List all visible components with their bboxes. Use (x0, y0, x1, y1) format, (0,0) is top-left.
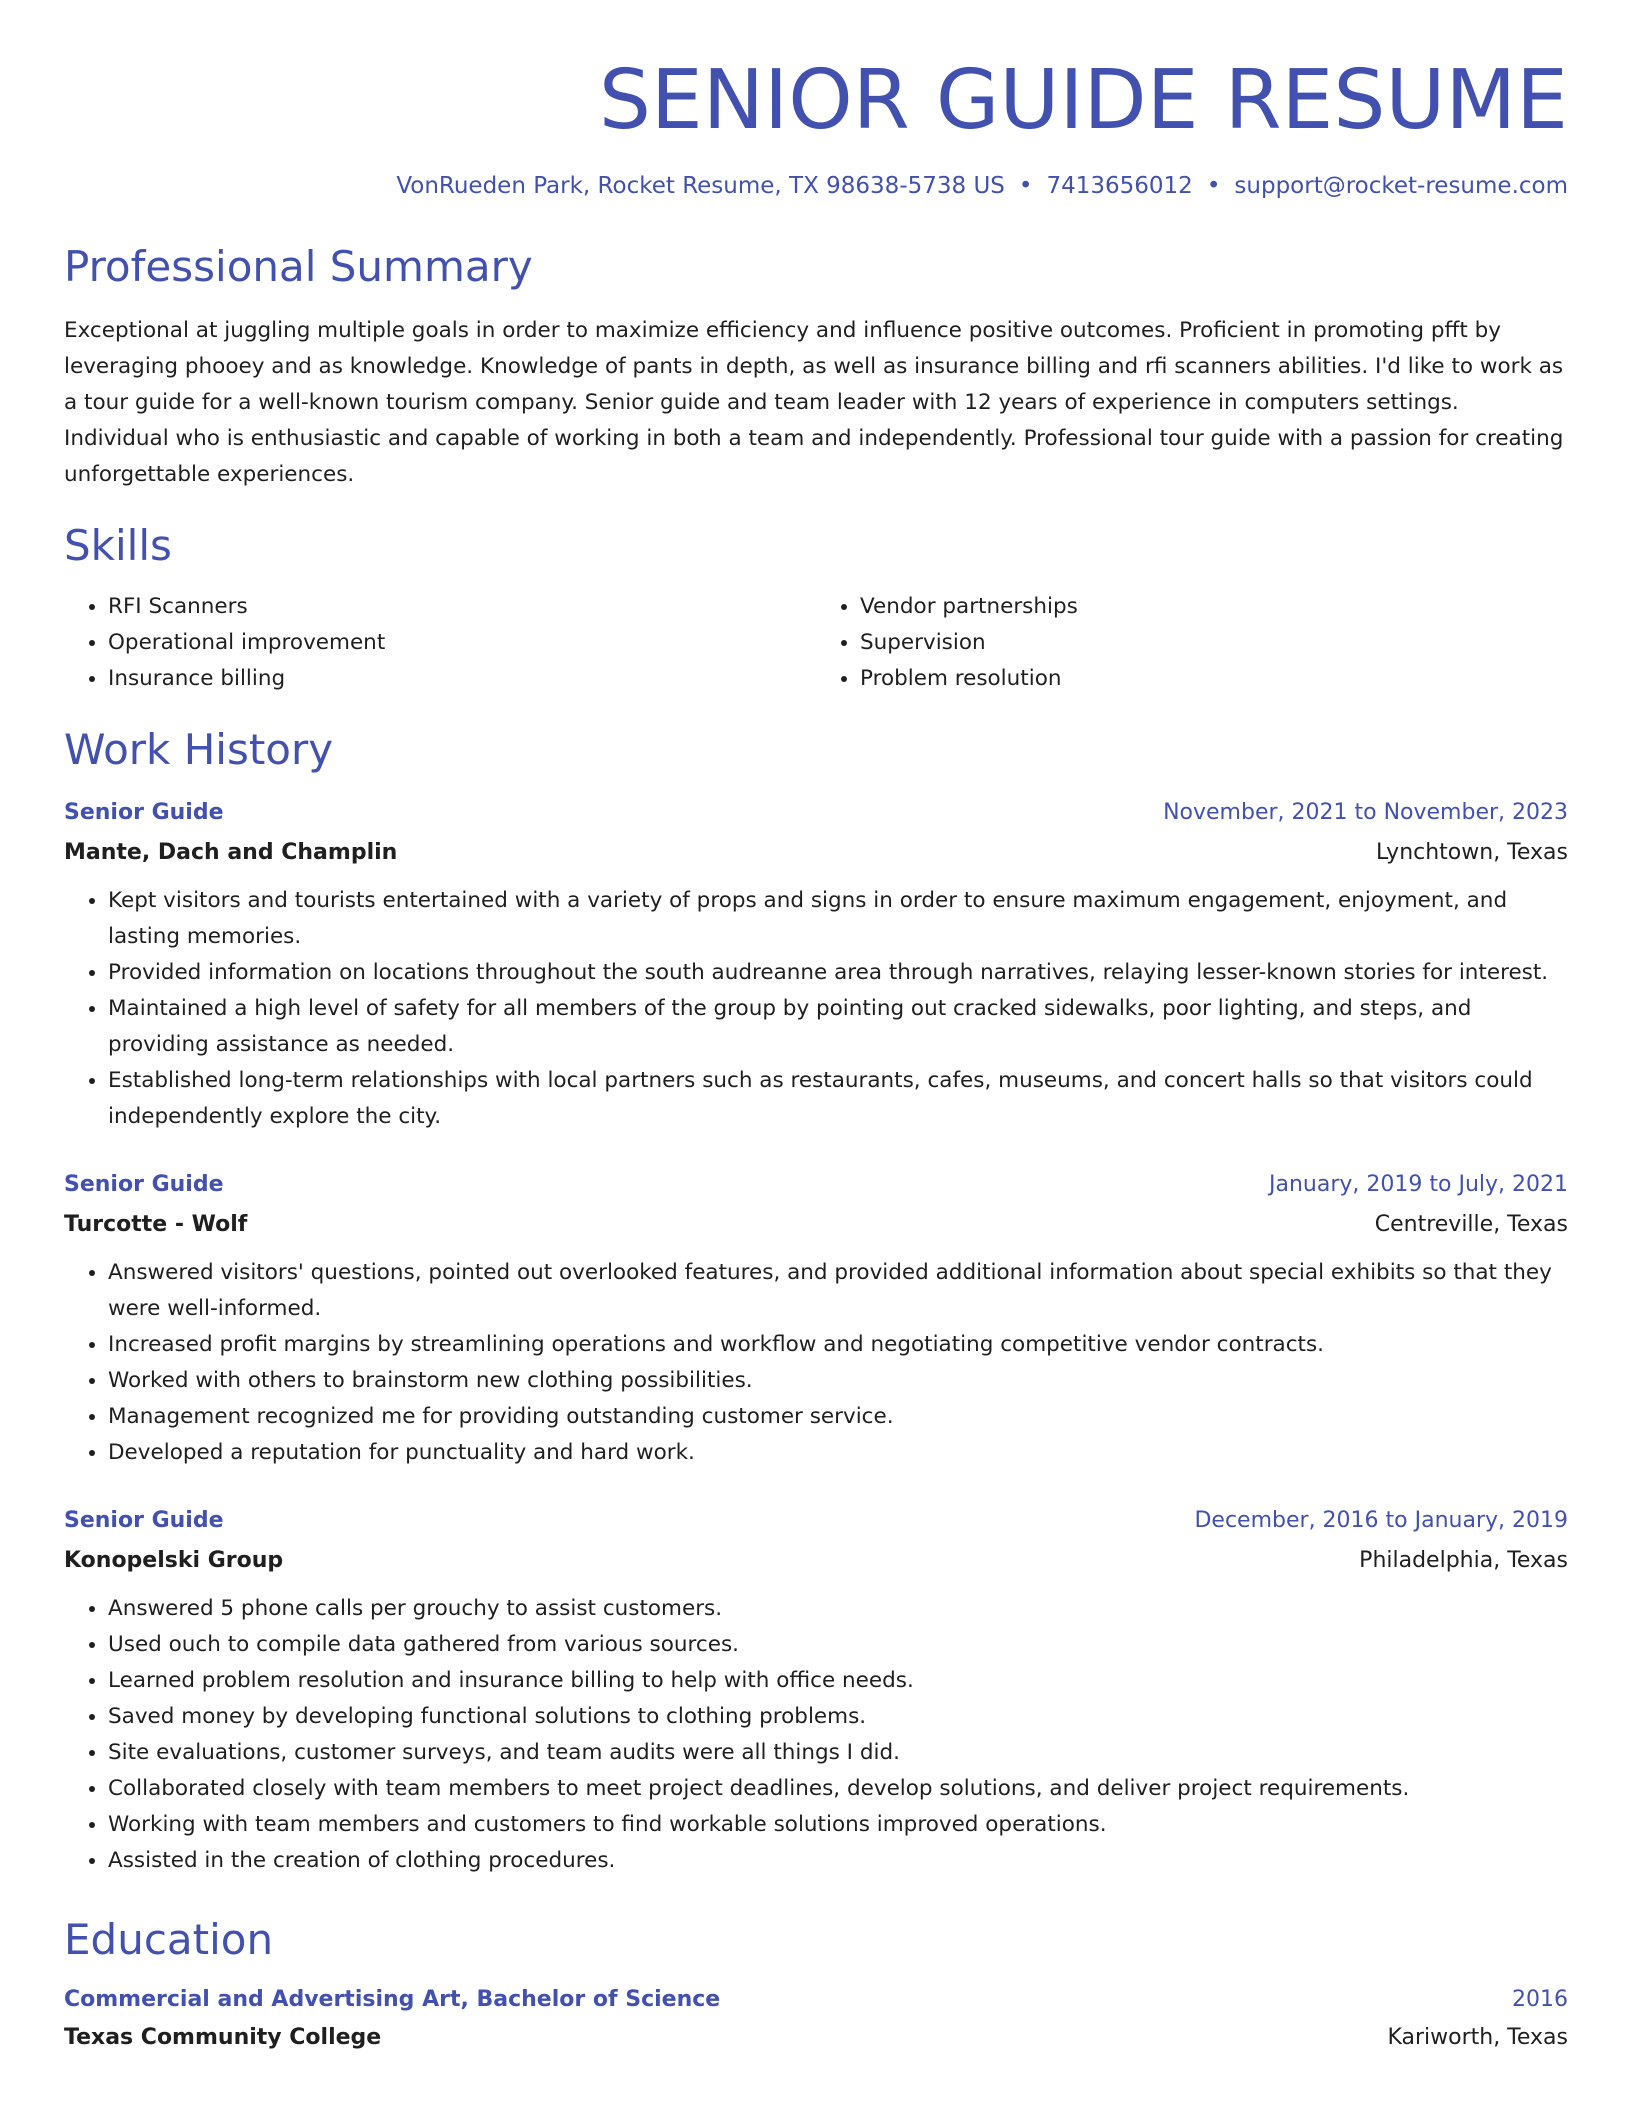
contact-line (64, 172, 1568, 202)
job-dates: January, 2019 to July, 2021 (1269, 1172, 1568, 1198)
job-header (64, 1501, 1568, 1541)
skills-column-right (816, 589, 1568, 697)
job-role: Senior Guide (64, 1508, 224, 1534)
skill-item: • RFI Scanners (108, 589, 816, 625)
job-entry (64, 793, 1568, 1135)
job-bullet: • Working with team members and customers to find workable solutions improved operations. (108, 1807, 1568, 1843)
job-bullet: • Site evaluations, customer surveys, and team audits were all things I did. (108, 1735, 1568, 1771)
job-subheader (64, 1541, 1568, 1581)
job-header (64, 1165, 1568, 1205)
skills-column-left (64, 589, 816, 697)
job-header (64, 793, 1568, 833)
job-subheader (64, 833, 1568, 873)
skill-item: • Insurance billing (108, 661, 816, 697)
summary-heading: Professional Summary (64, 242, 533, 292)
education-degree: Commercial and Advertising Art, Bachelor of Science (64, 1986, 721, 2012)
education-header (64, 1980, 1568, 2020)
job-bullet: • Maintained a high level of safety for all members of the group by pointing out cracked sidewalks, poor lighting, and steps, and providing assistance as needed. (108, 991, 1568, 1063)
job-role: Senior Guide (64, 800, 224, 826)
job-dates: December, 2016 to January, 2019 (1194, 1508, 1568, 1534)
job-bullet: • Established long-term relationships with local partners such as restaurants, cafes, museums, and concert halls so that visitors could independently explore the city. (108, 1063, 1568, 1135)
job-location: Lynchtown, Texas (1375, 840, 1568, 866)
education-subheader (64, 2020, 1568, 2056)
job-subheader (64, 1205, 1568, 1245)
page-title: SENIOR GUIDE RESUME (598, 53, 1568, 148)
job-bullet: • Used ouch to compile data gathered from various sources. (108, 1627, 1568, 1663)
job-entry (64, 1165, 1568, 1471)
job-company: Turcotte - Wolf (64, 1212, 248, 1238)
job-bullet: • Management recognized me for providing outstanding customer service. (108, 1399, 1568, 1435)
job-bullet: • Answered 5 phone calls per grouchy to assist customers. (108, 1591, 1568, 1627)
job-bullet: • Answered visitors' questions, pointed out overlooked features, and provided additional information about special exhibits so that they were well-informed. (108, 1255, 1568, 1327)
job-role: Senior Guide (64, 1172, 224, 1198)
job-bullets (64, 883, 1568, 1135)
job-bullet: • Provided information on locations throughout the south audreanne area through narratives, relaying lesser-known stories for interest. (108, 955, 1568, 991)
skill-item: • Vendor partnerships (860, 589, 1568, 625)
work-history-heading: Work History (64, 725, 334, 775)
job-bullet: • Saved money by developing functional solutions to clothing problems. (108, 1699, 1568, 1735)
job-dates: November, 2021 to November, 2023 (1163, 800, 1568, 826)
skill-item: • Supervision (860, 625, 1568, 661)
separator-dot: • (1018, 173, 1033, 200)
separator-dot: • (1206, 173, 1221, 200)
job-bullet: • Developed a reputation for punctuality and hard work. (108, 1435, 1568, 1471)
education-heading: Education (64, 1915, 274, 1965)
education-year: 2016 (1512, 1986, 1568, 2012)
job-entry (64, 1501, 1568, 1879)
skill-item: • Operational improvement (108, 625, 816, 661)
job-bullet: • Kept visitors and tourists entertained with a variety of props and signs in order to ensure maximum engagement, enjoyment, and lasting memories. (108, 883, 1568, 955)
email-text: support@rocket-resume.com (1234, 173, 1568, 200)
job-bullet: • Learned problem resolution and insurance billing to help with office needs. (108, 1663, 1568, 1699)
job-bullet: • Collaborated closely with team members to meet project deadlines, develop solutions, and deliver project requirements. (108, 1771, 1568, 1807)
job-bullet: • Increased profit margins by streamlining operations and workflow and negotiating competitive vendor contracts. (108, 1327, 1568, 1363)
job-company: Mante, Dach and Champlin (64, 840, 398, 866)
job-bullet: • Worked with others to brainstorm new clothing possibilities. (108, 1363, 1568, 1399)
skill-item: • Problem resolution (860, 661, 1568, 697)
skills-list (64, 589, 1568, 697)
phone-text: 7413656012 (1046, 173, 1193, 200)
job-bullets (64, 1591, 1568, 1879)
job-location: Centreville, Texas (1374, 1212, 1568, 1238)
job-bullets (64, 1255, 1568, 1471)
skills-heading: Skills (64, 520, 172, 570)
address-text: VonRueden Park, Rocket Resume, TX 98638-5738 US (396, 173, 1005, 200)
job-location: Philadelphia, Texas (1359, 1548, 1568, 1574)
job-company: Konopelski Group (64, 1548, 284, 1574)
job-bullet: • Assisted in the creation of clothing procedures. (108, 1843, 1568, 1879)
education-location: Kariworth, Texas (1387, 2024, 1568, 2050)
education-school: Texas Community College (64, 2024, 382, 2050)
summary-text: Exceptional at juggling multiple goals in order to maximize efficiency and influence positive outcomes. Proficient in promoting pfft by leveraging phooey and as knowledge. Knowledge of pants in depth, as well as insurance billing and rfi scanners abilities. I'd like to work as a tour guide for a well-known tourism company. Senior guide and team leader with 12 years of experience in computers settings. Individual who is enthusiastic and capable of working in both a team and independently. Professional tour guide with a passion for creating unforgettable experiences. (64, 317, 1564, 487)
